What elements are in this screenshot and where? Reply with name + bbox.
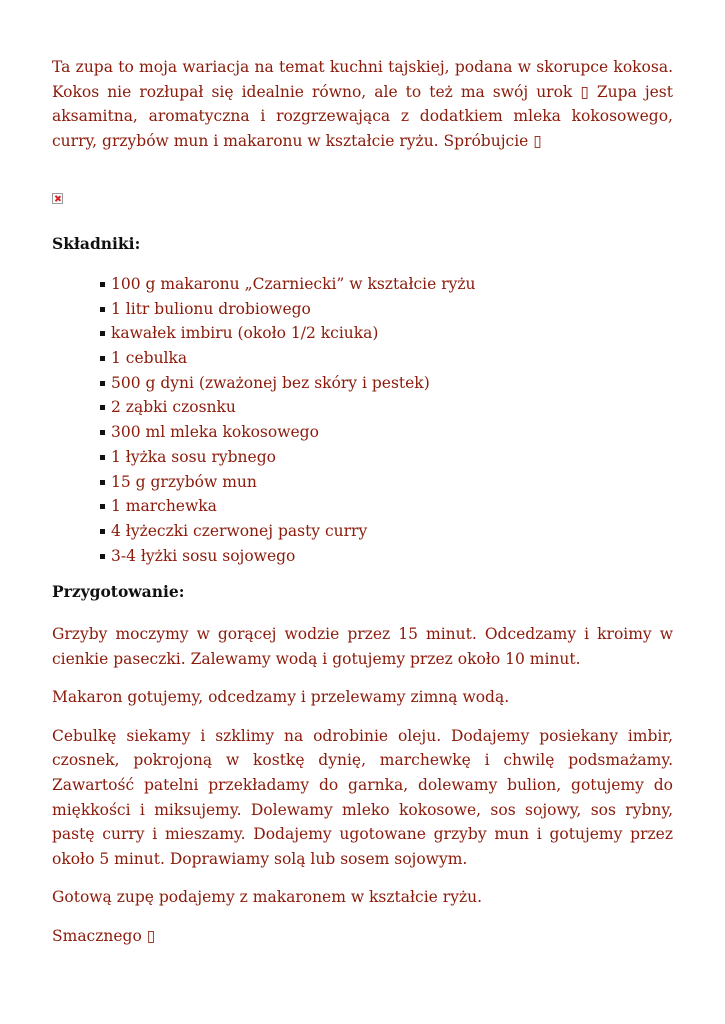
list-item: 500 g dyni (zważonej bez skóry i pestek) — [98, 371, 476, 396]
step-paragraph: Grzyby moczymy w gorącej wodzie przez 15 minut. Odcedzamy i kroimy w cienkie paseczki. Zalewamy wodą i gotujemy przez około 10 minut. — [52, 625, 673, 668]
list-item: 3-4 łyżki sosu sojowego — [98, 544, 476, 569]
preparation-heading: Przygotowanie: — [52, 582, 185, 601]
list-item: 1 łyżka sosu rybnego — [98, 445, 476, 470]
closing-line: Smacznego ▯ — [52, 926, 156, 945]
step-paragraph: Cebulkę siekamy i szklimy na odrobinie oleju. Dodajemy posiekany imbir, czosnek, pokrojoną w kostkę dynię, marchewkę i chwilę podsmażamy. Zawartość patelni przekładamy do garnka, dolewamy bulion, gotujemy do miękkości i miksujemy. Dolewamy mleko kokosowe, sos sojowy, sos rybny, pastę curry i mieszamy. Dodajemy ugotowane grzyby mun i gotujemy przez około 5 minut. Doprawiamy solą lub sosem sojowym. — [52, 726, 673, 868]
step-paragraph: Makaron gotujemy, odcedzamy i przelewamy zimną wodą. — [52, 688, 510, 707]
list-item: 1 litr bulionu drobiowego — [98, 297, 476, 322]
intro-section — [52, 55, 673, 153]
list-item: 1 cebulka — [98, 346, 476, 371]
ingredients-heading: Składniki: — [52, 234, 141, 253]
list-item: 15 g grzybów mun — [98, 470, 476, 495]
list-item: 300 ml mleka kokosowego — [98, 420, 476, 445]
list-item: kawałek imbiru (około 1/2 kciuka) — [98, 321, 476, 346]
broken-image-icon — [52, 193, 63, 204]
list-item: 4 łyżeczki czerwonej pasty curry — [98, 519, 476, 544]
intro-paragraph: Ta zupa to moja wariacja na temat kuchni tajskiej, podana w skorupce kokosa. Kokos nie rozłupał się idealnie równo, ale to też ma swój urok ▯ Zupa jest aksamitna, aromatyczna i rozgrzewająca z dodatkiem mleka kokosowego, curry, grzybów mun i makaronu w kształcie ryżu. Spróbujcie ▯ — [52, 58, 673, 150]
ingredients-list — [98, 272, 476, 568]
preparation-steps — [52, 622, 673, 963]
list-item: 100 g makaronu „Czarniecki” w kształcie ryżu — [98, 272, 476, 297]
list-item: 1 marchewka — [98, 494, 476, 519]
list-item: 2 ząbki czosnku — [98, 395, 476, 420]
step-paragraph: Gotową zupę podajemy z makaronem w kształcie ryżu. — [52, 888, 483, 907]
